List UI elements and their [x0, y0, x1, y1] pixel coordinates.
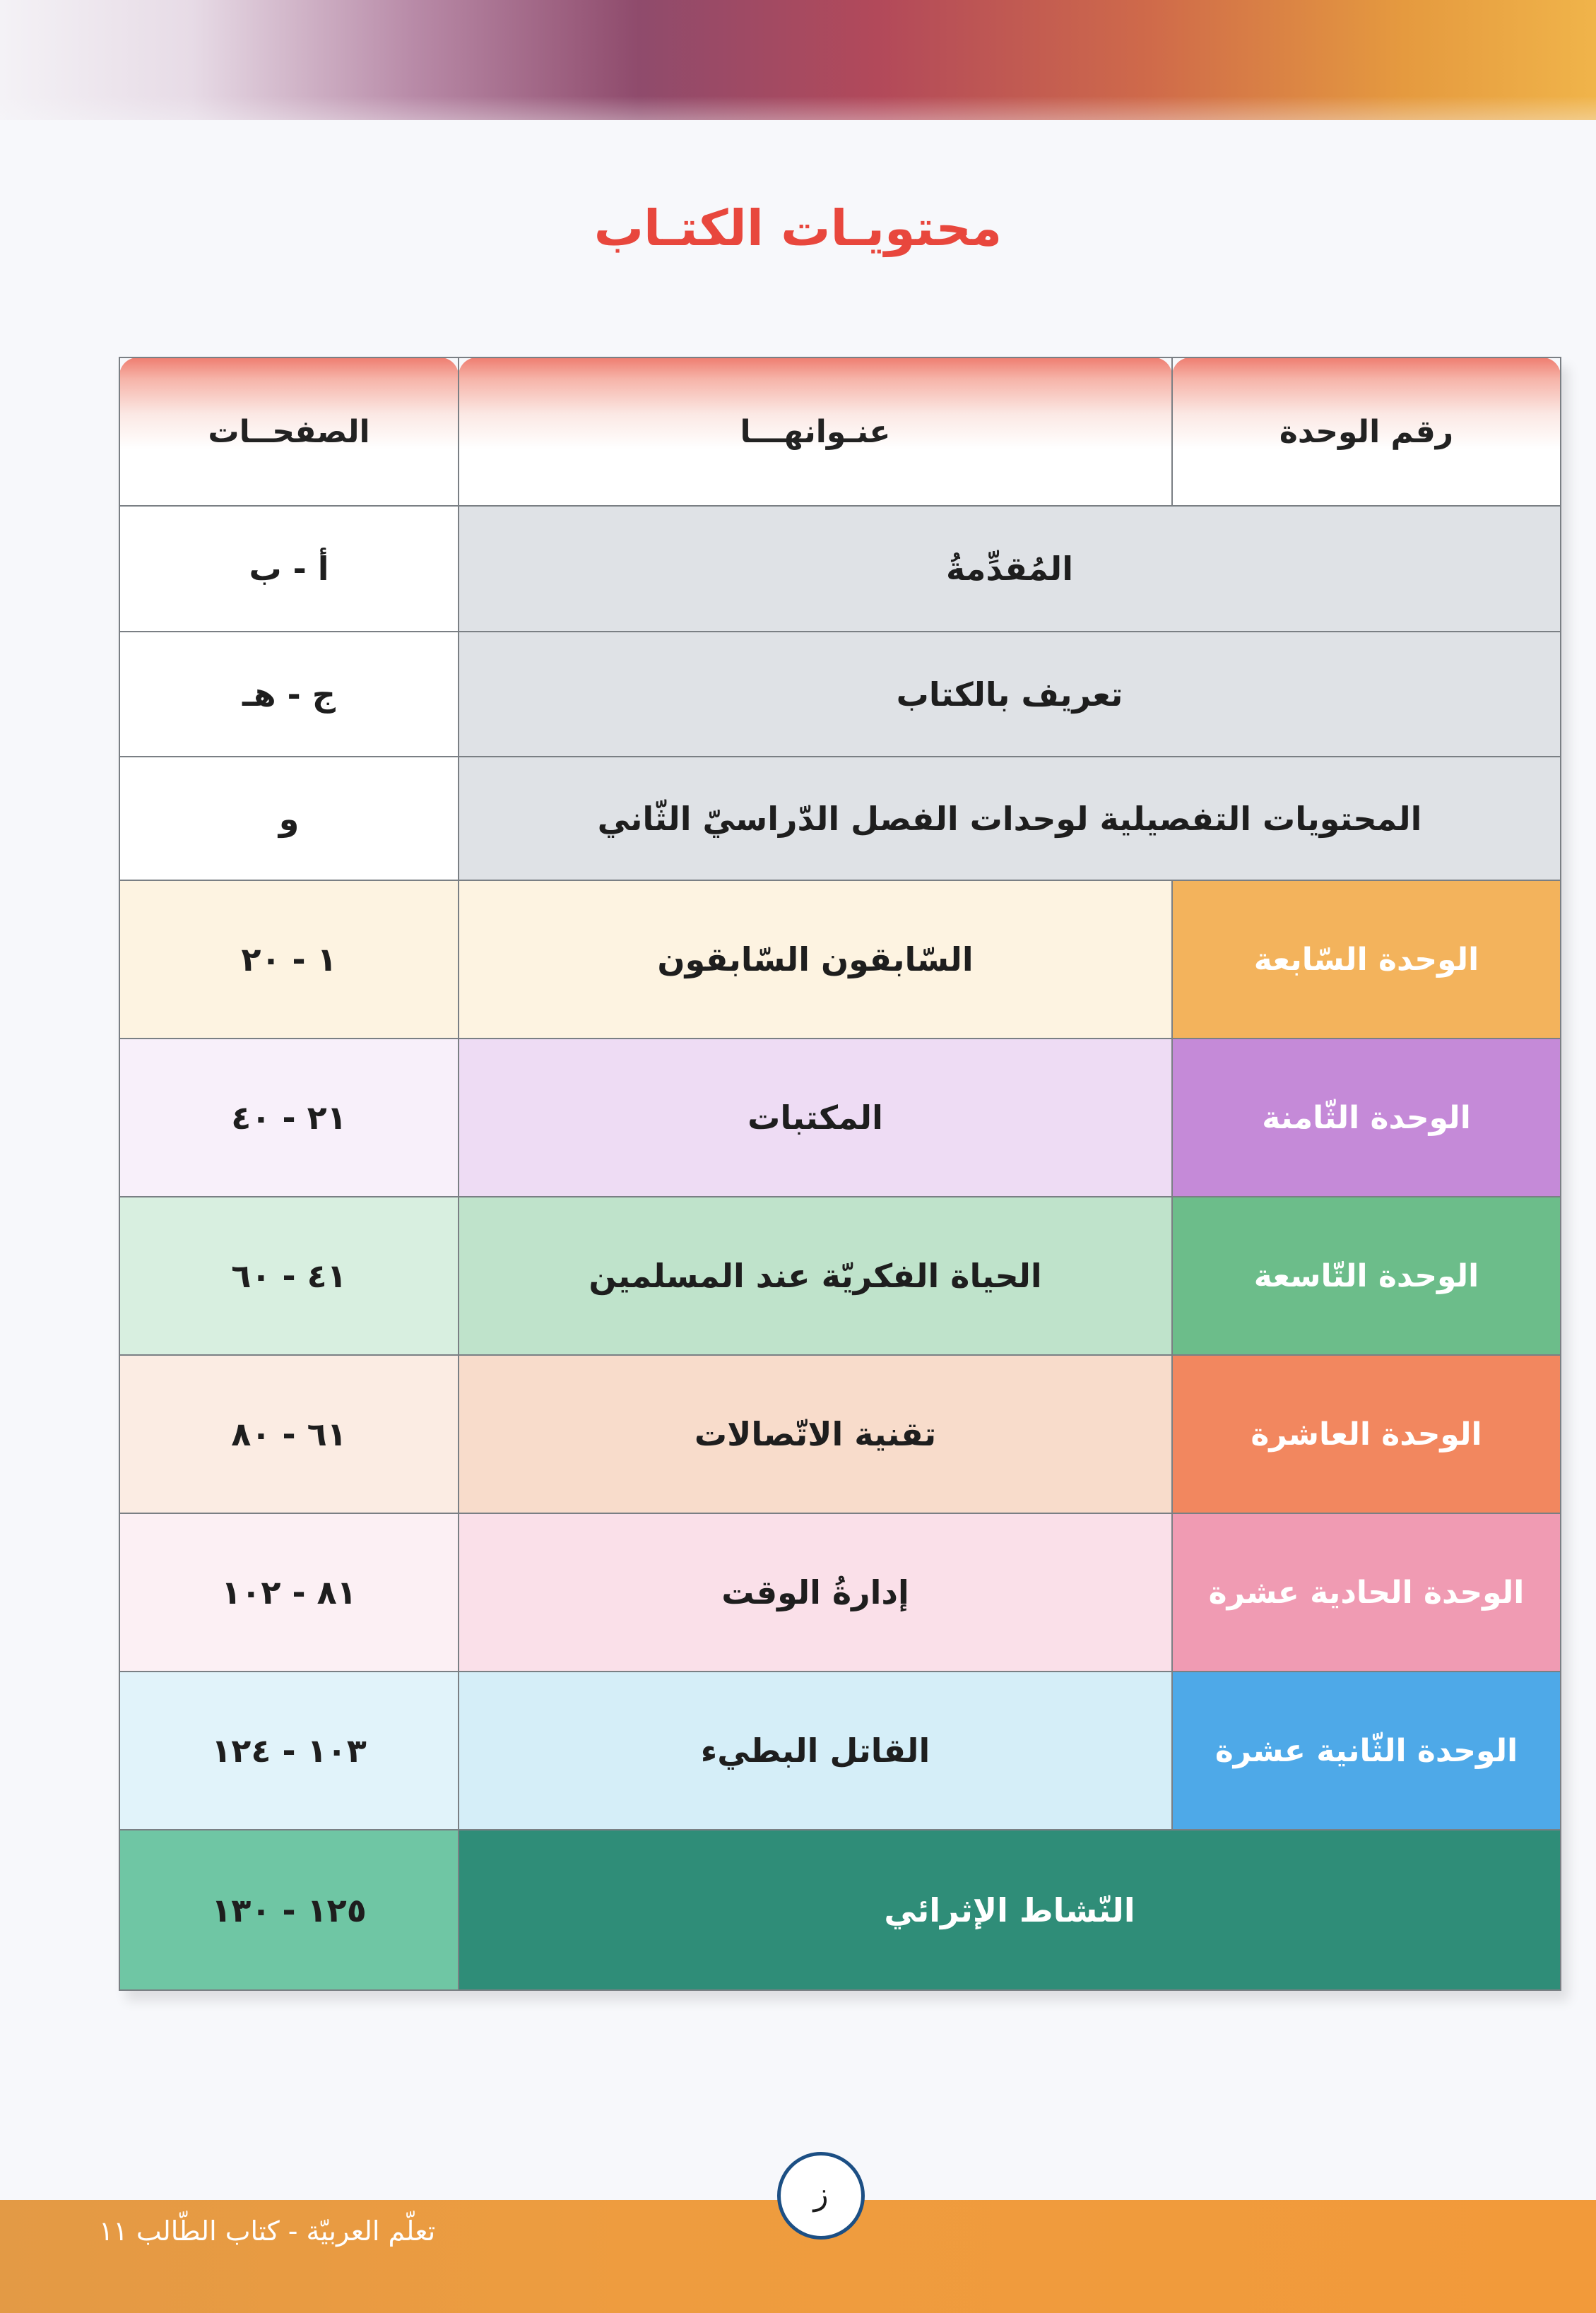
row-pages: ج - هـ	[119, 632, 459, 757]
table-row-unit-7	[119, 880, 1561, 1039]
header-title: عنـوانهـــا	[459, 357, 1172, 506]
unit-label: الوحدة السّابعة	[1172, 880, 1561, 1039]
page-title: محتويـات الكتـاب	[593, 199, 1003, 257]
header-banner	[0, 0, 1596, 120]
table-row-enrichment	[119, 1830, 1561, 1990]
unit-pages: ٢١ - ٤٠	[119, 1039, 459, 1197]
unit-title: القاتل البطيء	[459, 1672, 1172, 1830]
row-pages: أ - ب	[119, 506, 459, 632]
unit-pages: ١٠٣ - ١٢٤	[119, 1672, 459, 1830]
row-title: المُقدِّمةُ	[459, 506, 1561, 632]
table-row-unit-11	[119, 1513, 1561, 1672]
enrichment-title: النّشاط الإثرائي	[459, 1830, 1561, 1990]
table-row-unit-8	[119, 1039, 1561, 1197]
unit-pages: ١ - ٢٠	[119, 880, 459, 1039]
unit-pages: ٨١ - ١٠٢	[119, 1513, 459, 1672]
unit-label: الوحدة الحادية عشرة	[1172, 1513, 1561, 1672]
unit-pages: ٤١ - ٦٠	[119, 1197, 459, 1355]
table-row-introduction	[119, 506, 1561, 632]
row-title: المحتويات التفصيلية لوحدات الفصل الدّراسيّ الثّاني	[459, 757, 1561, 880]
table-row-unit-9	[119, 1197, 1561, 1355]
unit-title: تقنية الاتّصالات	[459, 1355, 1172, 1513]
page-number-badge: ز	[777, 2152, 865, 2240]
table-row-book-definition	[119, 632, 1561, 757]
enrichment-pages: ١٢٥ - ١٣٠	[119, 1830, 459, 1990]
header-unit-number: رقم الوحدة	[1172, 357, 1561, 506]
row-title: تعريف بالكتاب	[459, 632, 1561, 757]
unit-label: الوحدة التّاسعة	[1172, 1197, 1561, 1355]
unit-title: الحياة الفكريّة عند المسلمين	[459, 1197, 1172, 1355]
contents-table	[119, 357, 1561, 1991]
header-pages: الصفحــات	[119, 357, 459, 506]
table-row-detailed-contents	[119, 757, 1561, 880]
unit-label: الوحدة الثّانية عشرة	[1172, 1672, 1561, 1830]
unit-label: الوحدة الثّامنة	[1172, 1039, 1561, 1197]
table-row-unit-10	[119, 1355, 1561, 1513]
unit-pages: ٦١ - ٨٠	[119, 1355, 459, 1513]
table-row-unit-12	[119, 1672, 1561, 1830]
table-header-row	[119, 357, 1561, 506]
unit-label: الوحدة العاشرة	[1172, 1355, 1561, 1513]
unit-title: إدارةُ الوقت	[459, 1513, 1172, 1672]
row-pages: و	[119, 757, 459, 880]
unit-title: المكتبات	[459, 1039, 1172, 1197]
unit-title: السّابقون السّابقون	[459, 880, 1172, 1039]
footer-book-title: تعلّم العربيّة - كتاب الطّالب ١١	[99, 2216, 436, 2247]
